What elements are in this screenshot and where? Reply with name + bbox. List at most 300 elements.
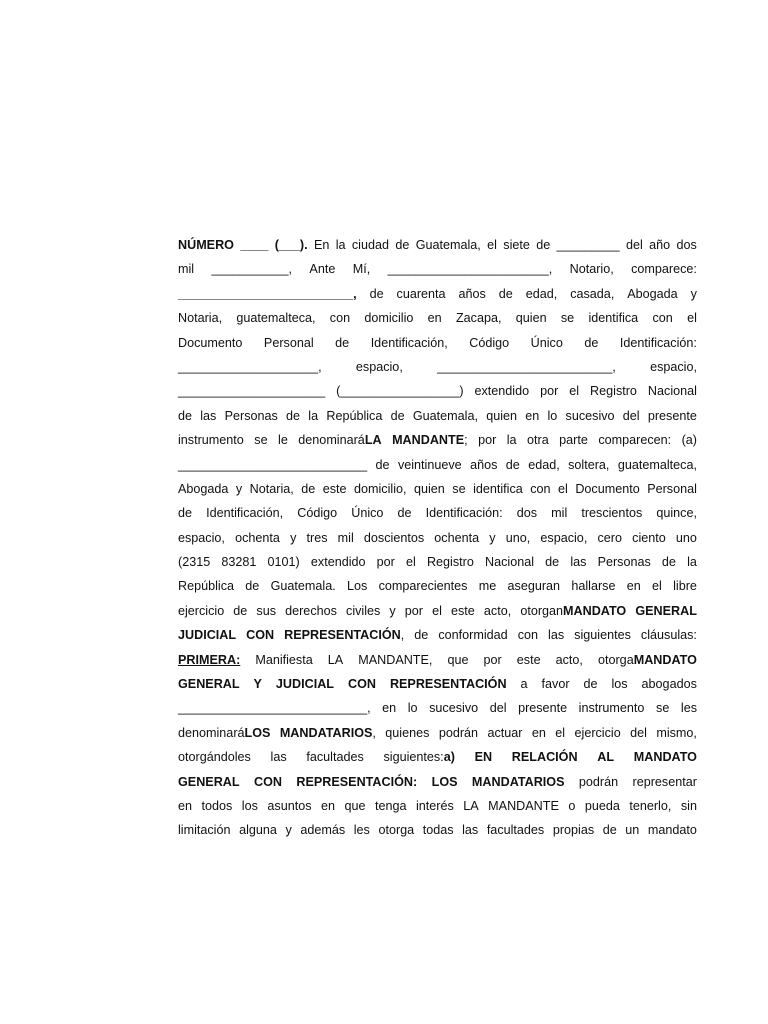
document-text: 83281 — [221, 555, 257, 570]
document-word — [300, 818, 345, 842]
document-text: lo — [407, 701, 418, 716]
document-text: ejercicio — [574, 725, 621, 740]
document-text: REPRESENTACIÓN — [389, 677, 507, 692]
document-word — [548, 404, 558, 428]
document-text: LOS — [431, 774, 458, 789]
document-word — [236, 477, 242, 501]
document-word — [254, 770, 282, 794]
document-word — [516, 306, 547, 330]
document-word — [681, 696, 697, 720]
document-word — [388, 257, 553, 281]
document-word — [268, 550, 300, 574]
document-word — [598, 648, 697, 672]
document-text: de — [505, 457, 520, 472]
document-text: CON — [246, 628, 275, 643]
document-word — [625, 818, 639, 842]
document-word — [627, 282, 677, 306]
document-word — [507, 428, 517, 452]
document-text: ochenta — [434, 530, 480, 545]
document-text: que — [447, 652, 469, 667]
document-text: otorga — [597, 652, 634, 667]
document-word — [517, 501, 537, 525]
document-word — [356, 355, 403, 379]
document-text: Único — [530, 335, 563, 350]
document-text: cero — [597, 530, 622, 545]
document-text: MANDATO — [563, 603, 627, 618]
document-text: uno, — [505, 530, 531, 545]
document-word — [451, 599, 475, 623]
document-word — [352, 233, 389, 257]
document-word — [271, 574, 336, 598]
document-text: Nacional — [485, 555, 535, 570]
document-word — [353, 257, 371, 281]
document-text: Documento — [178, 335, 243, 350]
document-word — [691, 282, 697, 306]
document-word — [178, 648, 240, 672]
document-line — [178, 477, 697, 501]
document-text: y — [690, 286, 697, 301]
document-word — [178, 404, 192, 428]
document-text: la — [308, 408, 319, 423]
document-text: en — [320, 798, 335, 813]
document-text: actuar — [487, 725, 523, 740]
document-text: En — [313, 238, 330, 252]
document-word — [416, 233, 481, 257]
document-text: de — [414, 628, 429, 643]
document-text: MANDATO — [633, 652, 697, 667]
document-word — [447, 648, 468, 672]
document-word — [286, 404, 300, 428]
document-text: GENERAL — [635, 603, 697, 618]
document-word — [623, 404, 640, 428]
document-word — [275, 233, 308, 257]
document-word — [618, 453, 697, 477]
document-word — [278, 428, 288, 452]
document-line — [178, 648, 697, 672]
document-word — [561, 306, 574, 330]
document-word — [178, 526, 225, 550]
document-text: espacio, — [650, 359, 697, 374]
document-word — [687, 550, 697, 574]
document-word — [370, 282, 384, 306]
document-word — [178, 257, 194, 281]
document-text: JUDICIAL — [275, 677, 334, 692]
document-word — [652, 306, 672, 330]
document-text: ejercicio — [178, 603, 225, 618]
document-word — [254, 672, 262, 696]
document-text: (a) — [681, 433, 697, 448]
document-text: ___________________________, — [178, 701, 371, 716]
document-word — [358, 648, 432, 672]
document-text: CON — [347, 677, 376, 692]
document-word — [178, 282, 357, 306]
document-word — [271, 745, 287, 769]
document-text: de — [369, 286, 384, 301]
document-word — [178, 599, 224, 623]
document-word — [682, 428, 697, 452]
document-text: edad, — [525, 286, 558, 301]
document-text: lo — [547, 408, 558, 423]
document-word — [328, 648, 343, 672]
document-word — [579, 770, 618, 794]
document-word — [570, 257, 614, 281]
document-text: _________ — [556, 238, 620, 252]
document-text: espacio, — [355, 359, 403, 374]
document-line — [178, 379, 697, 403]
document-word — [641, 623, 697, 647]
document-word — [351, 501, 383, 525]
document-word — [536, 233, 550, 257]
document-text: LOS — [244, 725, 271, 740]
document-text: ____________________, — [178, 359, 322, 374]
document-text: extendido — [310, 555, 366, 570]
document-word — [371, 331, 448, 355]
document-word — [297, 501, 337, 525]
document-word — [620, 331, 697, 355]
document-text: mandato — [647, 823, 697, 838]
document-word — [364, 526, 424, 550]
document-text: propias — [552, 823, 595, 838]
document-word — [472, 770, 565, 794]
document-line — [178, 745, 697, 769]
document-text: parte — [559, 433, 588, 448]
document-word — [575, 477, 639, 501]
document-word — [245, 574, 259, 598]
document-text: asuntos — [267, 798, 312, 813]
document-text: el — [432, 603, 442, 618]
document-text: cláusulas: — [640, 628, 697, 643]
document-word — [414, 623, 428, 647]
document-word — [330, 306, 350, 330]
document-text: identifica — [473, 481, 523, 496]
document-word — [518, 696, 567, 720]
document-word — [649, 233, 670, 257]
document-word — [490, 696, 507, 720]
document-word — [520, 599, 626, 623]
document-word — [427, 550, 474, 574]
document-text: que — [344, 798, 366, 813]
document-text: se — [656, 701, 670, 716]
document-word — [569, 379, 579, 403]
document-word — [499, 282, 513, 306]
document-text: quince, — [656, 506, 697, 521]
document-text: otorgan — [520, 603, 564, 618]
document-word — [475, 745, 493, 769]
document-word — [306, 745, 363, 769]
document-text: las — [548, 628, 565, 643]
document-word — [676, 526, 697, 550]
document-text: con — [530, 481, 551, 496]
document-word — [635, 599, 697, 623]
document-word — [240, 233, 268, 257]
document-word — [459, 282, 486, 306]
document-word — [398, 453, 462, 477]
document-word — [521, 672, 528, 696]
document-text: República — [326, 408, 383, 423]
document-text: este — [322, 481, 347, 496]
document-word — [408, 696, 418, 720]
document-text: además — [300, 823, 346, 838]
document-text: Manifiesta — [255, 652, 313, 667]
document-text: 0101) — [267, 555, 300, 570]
document-text: ochenta — [235, 530, 280, 545]
document-word — [390, 672, 507, 696]
document-word — [307, 526, 328, 550]
document-text: y — [290, 530, 297, 545]
document-word — [236, 306, 315, 330]
document-text: interés — [415, 798, 454, 813]
document-text: REPRESENTACIÓN: — [296, 774, 418, 789]
document-text: de — [286, 408, 301, 423]
document-text: Abogada — [627, 286, 678, 301]
document-word — [656, 501, 697, 525]
document-text: le — [278, 433, 288, 448]
document-text: extendido — [474, 384, 530, 399]
document-text: por — [483, 652, 502, 667]
document-text: edad, — [528, 457, 560, 472]
document-word — [652, 574, 662, 598]
document-text: de — [536, 238, 551, 252]
document-word — [437, 355, 616, 379]
document-word — [233, 599, 247, 623]
document-text: tenga — [374, 798, 407, 813]
document-text: tres — [306, 530, 328, 545]
document-text: acto, — [483, 603, 512, 618]
document-word — [531, 331, 563, 355]
document-word — [530, 477, 550, 501]
document-word — [178, 818, 231, 842]
document-word — [206, 501, 283, 525]
document-text: LA — [327, 652, 344, 667]
document-line — [178, 306, 697, 330]
document-text: MANDATO — [633, 750, 697, 765]
document-text: MANDATARIOS — [471, 774, 565, 789]
document-word — [527, 428, 549, 452]
document-text: de — [390, 408, 405, 423]
document-text: aseguran — [507, 579, 561, 594]
document-text: todos — [201, 798, 233, 813]
document-word — [452, 477, 465, 501]
document-text: la — [335, 238, 346, 252]
document-word — [178, 331, 242, 355]
document-text: sucesivo — [429, 701, 479, 716]
document-word — [512, 745, 578, 769]
document-text: otorga — [378, 823, 415, 838]
document-word — [423, 818, 454, 842]
document-text: denominará — [298, 433, 365, 448]
document-word — [428, 306, 442, 330]
document-text: Registro — [426, 555, 474, 570]
document-word — [378, 818, 414, 842]
document-text: presente — [518, 701, 568, 716]
document-word — [475, 379, 530, 403]
document-word — [178, 550, 210, 574]
document-word — [656, 696, 669, 720]
document-text: otra — [527, 433, 549, 448]
document-text: instrumento — [578, 701, 645, 716]
document-word — [648, 404, 697, 428]
document-word — [309, 257, 335, 281]
document-word — [178, 721, 270, 745]
document-text: Ante — [309, 262, 336, 277]
document-text: el — [558, 481, 568, 496]
document-word — [570, 282, 614, 306]
document-text: me — [478, 579, 497, 594]
document-text: GENERAL — [178, 774, 240, 789]
document-text: de — [178, 506, 193, 521]
document-text: JUDICIAL — [178, 628, 237, 643]
document-word — [631, 257, 697, 281]
document-word — [463, 794, 478, 818]
document-text: comparece: — [631, 262, 697, 277]
document-word — [650, 355, 697, 379]
document-text: ____ — [240, 238, 269, 252]
document-text: este — [451, 603, 475, 618]
document-text: tenerlo, — [629, 798, 672, 813]
document-text: Personas — [224, 408, 278, 423]
document-word — [566, 404, 615, 428]
document-text: les — [680, 701, 697, 716]
document-line — [178, 550, 697, 574]
document-text: doscientos — [363, 530, 425, 545]
document-word — [548, 623, 564, 647]
document-word — [575, 721, 621, 745]
document-text: ciento — [632, 530, 666, 545]
document-text: este — [516, 652, 541, 667]
document-word — [429, 696, 478, 720]
document-word — [603, 818, 617, 842]
document-word — [656, 721, 697, 745]
document-text: REPRESENTACIÓN — [284, 628, 401, 643]
document-text: de — [397, 506, 412, 521]
document-word — [583, 672, 597, 696]
document-word — [178, 428, 244, 452]
document-text: otorgándoles — [178, 750, 251, 765]
document-word — [581, 501, 642, 525]
document-text: domicilio — [364, 311, 414, 326]
document-text: las — [462, 823, 479, 838]
document-text: con — [652, 311, 673, 326]
document-line — [178, 233, 697, 257]
document-word — [348, 672, 376, 696]
document-text: RELACIÓN — [511, 750, 578, 765]
document-text: el — [487, 238, 497, 252]
document-word — [389, 599, 395, 623]
document-word — [426, 501, 503, 525]
document-text: Los — [346, 579, 368, 594]
document-text: en — [531, 725, 546, 740]
document-text: con — [517, 628, 538, 643]
document-word — [556, 648, 583, 672]
document-text: de — [583, 677, 598, 692]
document-text: (2315 — [178, 555, 211, 570]
document-word — [632, 526, 666, 550]
document-text: se — [254, 433, 268, 448]
document-text: Personas — [597, 555, 651, 570]
document-text: MANDANTE — [488, 798, 559, 813]
document-line — [178, 355, 697, 379]
document-text: dos — [676, 238, 697, 252]
document-text: Mí, — [352, 262, 371, 277]
document-word — [256, 599, 276, 623]
document-line — [178, 623, 697, 647]
document-text: Documento — [575, 481, 640, 496]
document-text: de — [178, 408, 193, 423]
document-word — [376, 453, 390, 477]
document-text: GENERAL — [178, 677, 240, 692]
document-word — [485, 550, 534, 574]
document-word — [508, 574, 561, 598]
document-word — [478, 428, 496, 452]
document-word — [354, 477, 407, 501]
document-text: soltera, — [568, 457, 610, 472]
document-text: veintinueve — [397, 457, 462, 472]
document-text: ___________________________ — [178, 457, 368, 472]
document-word — [178, 233, 234, 257]
document-word — [673, 574, 697, 598]
document-word — [375, 794, 407, 818]
document-word — [413, 404, 478, 428]
document-text: limitación — [178, 823, 231, 838]
document-word — [335, 331, 349, 355]
document-word — [314, 233, 329, 257]
document-text: Nacional — [647, 384, 697, 399]
document-word — [235, 526, 280, 550]
document-text: NÚMERO — [178, 238, 234, 252]
document-word — [568, 453, 609, 477]
document-text: de — [584, 335, 599, 350]
document-text: comparecen: — [598, 433, 672, 448]
document-word — [542, 672, 570, 696]
document-text: guatemalteca, — [236, 311, 316, 326]
document-text: denominará — [178, 725, 245, 740]
document-text: _________________________, — [178, 286, 357, 301]
document-word — [553, 818, 594, 842]
document-text: el — [687, 311, 697, 326]
document-word — [525, 404, 539, 428]
document-word — [540, 526, 587, 550]
document-text: ___________, — [211, 262, 293, 277]
document-word — [571, 574, 615, 598]
document-text: del — [630, 725, 647, 740]
document-text: conformidad — [438, 628, 508, 643]
document-word — [347, 574, 367, 598]
document-word — [506, 526, 531, 550]
document-text: en — [525, 408, 540, 423]
document-word — [434, 526, 479, 550]
document-line — [178, 574, 697, 598]
document-text: Abogada — [178, 481, 229, 496]
document-text: guatemalteca, — [617, 457, 697, 472]
document-word — [540, 379, 558, 403]
document-text: se — [560, 311, 575, 326]
document-word — [178, 672, 240, 696]
document-word — [470, 453, 497, 477]
document-text: Guatemala. — [270, 579, 336, 594]
document-text: uno — [675, 530, 697, 545]
document-text: el — [569, 384, 580, 399]
document-text: comparecientes — [378, 579, 468, 594]
document-word — [391, 404, 405, 428]
document-text: por — [478, 433, 497, 448]
document-word — [280, 721, 376, 745]
document-word — [178, 379, 325, 403]
document-text: alguna — [239, 823, 277, 838]
document-text: Guatemala, — [415, 238, 481, 252]
document-text: los — [611, 677, 628, 692]
document-word — [432, 770, 458, 794]
document-text: espacio, — [540, 530, 588, 545]
